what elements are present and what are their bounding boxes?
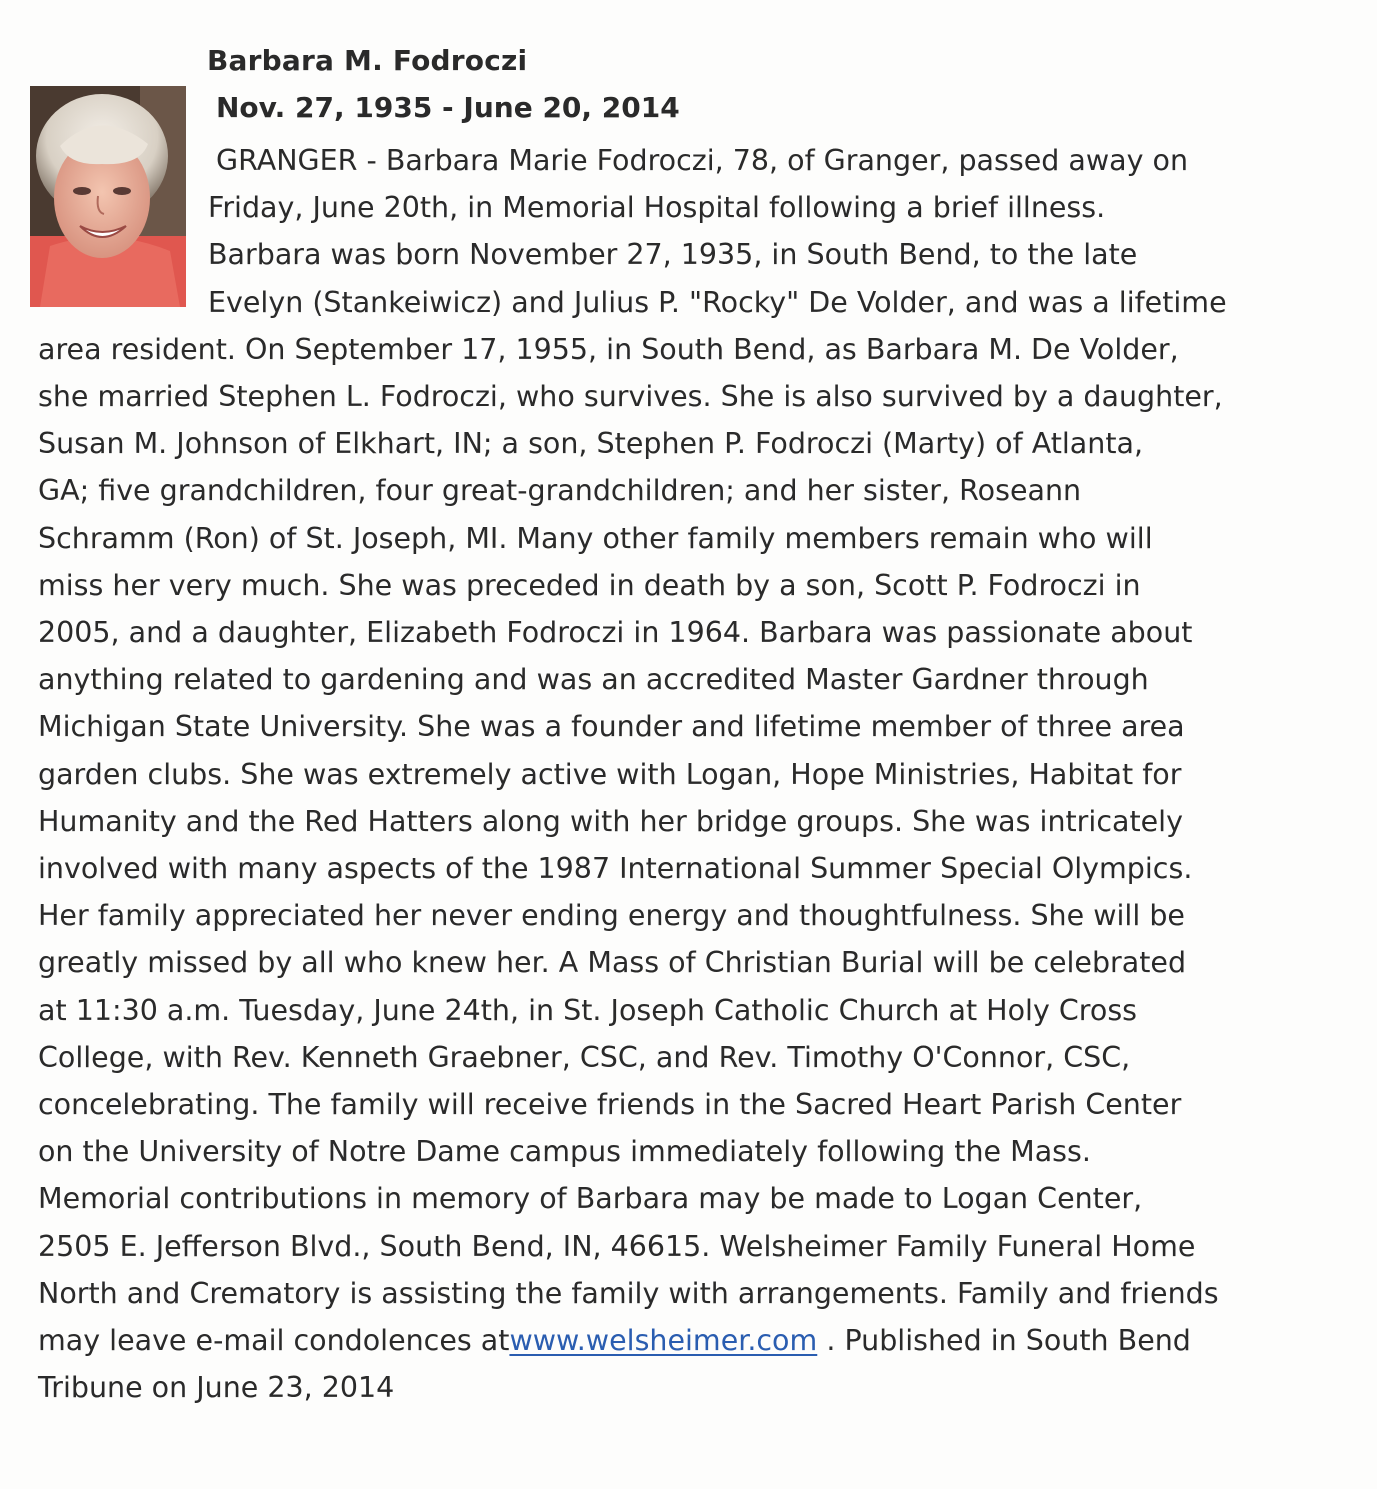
obituary-line: GRANGER - Barbara Marie Fodroczi, 78, of Granger, passed away on <box>216 144 1189 177</box>
obituary-line: anything related to gardening and was an accredited Master Gardner through <box>38 663 1149 696</box>
portrait-icon <box>30 86 186 307</box>
obituary-dates: Nov. 27, 1935 - June 20, 2014 <box>216 91 680 124</box>
obituary-line: greatly missed by all who knew her. A Mass of Christian Burial will be celebrated <box>38 946 1187 979</box>
obituary-line: she married Stephen L. Fodroczi, who survives. She is also survived by a daughter, <box>38 380 1223 413</box>
obituary-line: Her family appreciated her never ending energy and thoughtfulness. She will be <box>38 899 1185 932</box>
obituary-line: Humanity and the Red Hatters along with her bridge groups. She was intricately <box>38 805 1183 838</box>
portrait-photo <box>30 86 186 307</box>
obituary-line: GA; five grandchildren, four great-grandchildren; and her sister, Roseann <box>38 474 1082 507</box>
welsheimer-link[interactable]: www.welsheimer.com <box>509 1324 818 1357</box>
obituary-line: garden clubs. She was extremely active with Logan, Hope Ministries, Habitat for <box>38 758 1182 791</box>
obituary-line: involved with many aspects of the 1987 International Summer Special Olympics. <box>38 852 1193 885</box>
obituary-line: North and Crematory is assisting the family with arrangements. Family and friends <box>38 1277 1219 1310</box>
obituary-line: Susan M. Johnson of Elkhart, IN; a son, Stephen P. Fodroczi (Marty) of Atlanta, <box>38 427 1144 460</box>
obituary-line: Michigan State University. She was a founder and lifetime member of three area <box>38 710 1185 743</box>
obituary-line: Memorial contributions in memory of Barbara may be made to Logan Center, <box>38 1182 1143 1215</box>
obituary-line: concelebrating. The family will receive friends in the Sacred Heart Parish Center <box>38 1088 1182 1121</box>
published-text: . Published in South Bend <box>817 1324 1191 1357</box>
obituary-line: on the University of Notre Dame campus immediately following the Mass. <box>38 1135 1091 1168</box>
condolences-text: may leave e-mail condolences at <box>38 1324 510 1357</box>
obituary-line: area resident. On September 17, 1955, in South Bend, as Barbara M. De Volder, <box>38 333 1179 366</box>
obituary-line: miss her very much. She was preceded in death by a son, Scott P. Fodroczi in <box>38 569 1141 602</box>
obituary-line: at 11:30 a.m. Tuesday, June 24th, in St. Joseph Catholic Church at Holy Cross <box>38 994 1138 1027</box>
obituary-line: Schramm (Ron) of St. Joseph, MI. Many other family members remain who will <box>38 522 1153 555</box>
obituary-line: 2005, and a daughter, Elizabeth Fodroczi in 1964. Barbara was passionate about <box>38 616 1193 649</box>
obituary-line: Friday, June 20th, in Memorial Hospital following a brief illness. <box>208 191 1106 224</box>
obituary-name: Barbara M. Fodroczi <box>207 44 528 77</box>
condolences-line <box>38 1323 1191 1359</box>
obituary-line: Evelyn (Stankeiwicz) and Julius P. "Rocky" De Volder, and was a lifetime <box>208 286 1227 319</box>
obituary-line: 2505 E. Jefferson Blvd., South Bend, IN, 46615. Welsheimer Family Funeral Home <box>38 1230 1196 1263</box>
obituary-last-line: Tribune on June 23, 2014 <box>38 1371 395 1404</box>
obituary-line: College, with Rev. Kenneth Graebner, CSC, and Rev. Timothy O'Connor, CSC, <box>38 1041 1131 1074</box>
obituary-line: Barbara was born November 27, 1935, in South Bend, to the late <box>208 238 1138 271</box>
